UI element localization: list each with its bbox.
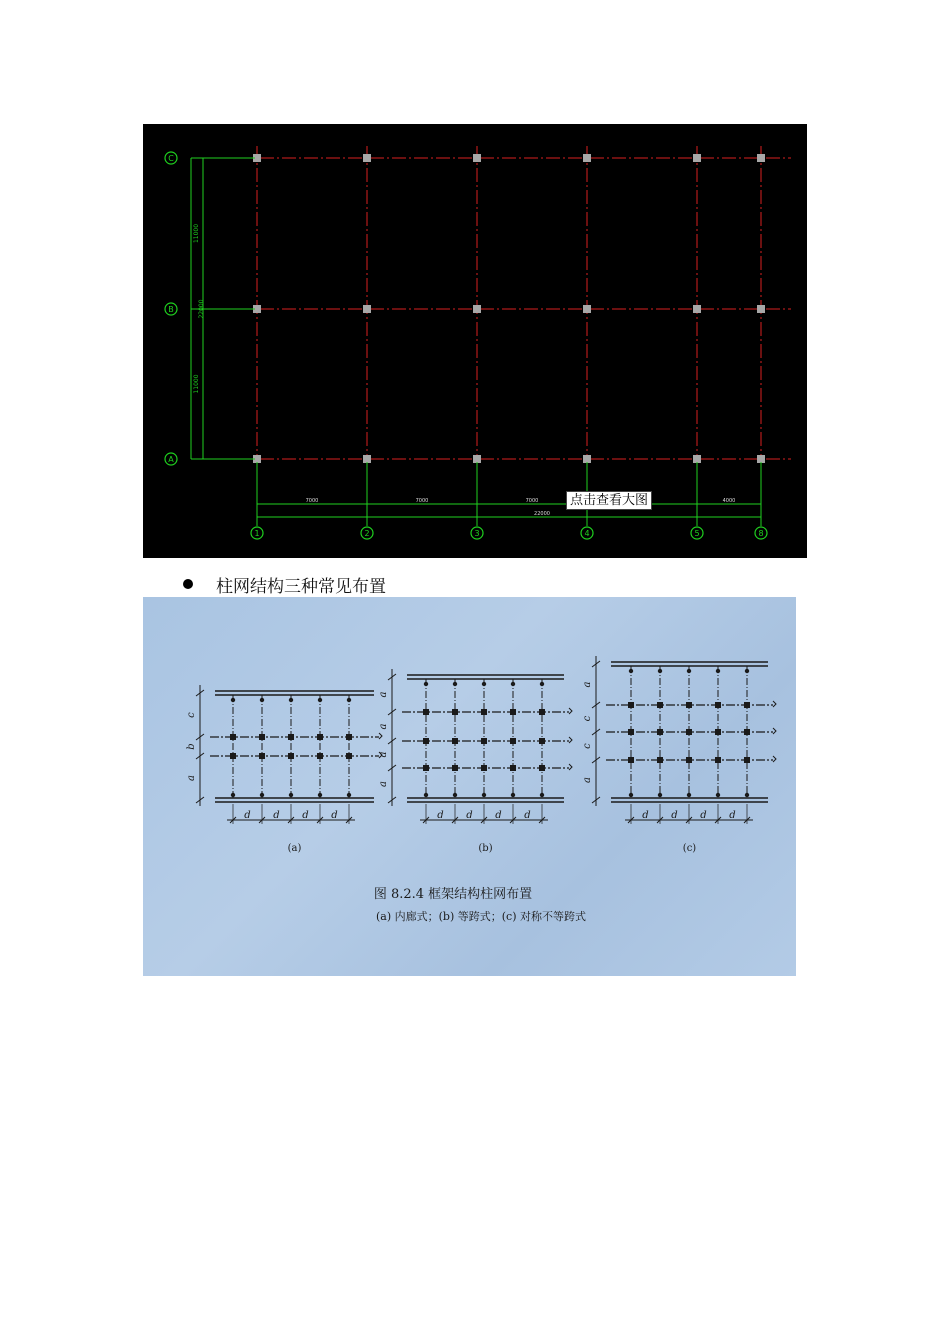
edge-column xyxy=(289,698,293,702)
bottom-dim-label: d xyxy=(700,810,707,821)
panel-label: (c) xyxy=(682,843,697,854)
edge-column xyxy=(629,669,633,673)
column-mark xyxy=(230,753,236,759)
edge-column xyxy=(716,669,720,673)
bottom-dim-label: d xyxy=(495,810,502,821)
column-mark xyxy=(423,709,429,715)
column-marker xyxy=(757,455,765,463)
bottom-dim-label: d xyxy=(671,810,678,821)
left-dim-label: a xyxy=(378,723,389,730)
column-marker xyxy=(363,154,371,162)
edge-column xyxy=(453,682,457,686)
break-mark xyxy=(379,733,382,739)
column-marker xyxy=(363,455,371,463)
left-dim-label: a xyxy=(582,681,593,688)
bottom-dim-label: d xyxy=(273,810,280,821)
column-axis-label: 8 xyxy=(758,529,764,538)
row-axis-label: C xyxy=(168,154,174,163)
left-dim-label: c xyxy=(186,712,197,718)
column-mark xyxy=(628,729,634,735)
row-axis-label: A xyxy=(168,455,174,464)
column-marker xyxy=(363,305,371,313)
horizontal-dim-label: 7000 xyxy=(415,498,429,504)
bullet-dot-icon xyxy=(183,579,193,589)
bullet-item xyxy=(183,573,386,595)
column-mark xyxy=(744,702,750,708)
column-marker xyxy=(583,455,591,463)
vertical-dim-label: 11000 xyxy=(193,223,200,244)
edge-column xyxy=(658,669,662,673)
edge-column xyxy=(540,682,544,686)
column-mark xyxy=(230,734,236,740)
figure-subcaption: (a) 内廊式；(b) 等跨式；(c) 对称不等跨式 xyxy=(376,910,586,923)
column-axis-label: 1 xyxy=(254,529,260,538)
horizontal-dim-label: 7000 xyxy=(305,498,319,504)
edge-column xyxy=(540,793,544,797)
column-mark xyxy=(317,753,323,759)
edge-column xyxy=(687,793,691,797)
bottom-dim-label: d xyxy=(331,810,338,821)
column-mark xyxy=(715,729,721,735)
column-marker xyxy=(583,305,591,313)
bottom-dim-label: d xyxy=(466,810,473,821)
bottom-dim-label: d xyxy=(302,810,309,821)
view-large-image-tooltip[interactable]: 点击查看大图 xyxy=(566,491,652,510)
column-mark xyxy=(657,702,663,708)
figure-caption: 图 8.2.4 框架结构柱网布置 xyxy=(373,887,533,902)
panel-c xyxy=(582,656,776,854)
edge-column xyxy=(318,793,322,797)
column-mark xyxy=(346,734,352,740)
break-mark xyxy=(569,764,572,770)
left-dim-label: a xyxy=(582,777,593,783)
break-mark xyxy=(773,756,776,762)
left-dim-label: c xyxy=(582,743,593,749)
frame-grid-figure-image xyxy=(143,597,796,976)
edge-column xyxy=(231,698,235,702)
vertical-total-label: 22000 xyxy=(198,299,205,319)
edge-column xyxy=(511,793,515,797)
column-mark xyxy=(481,738,487,744)
bottom-dim-label: d xyxy=(642,810,649,821)
column-mark xyxy=(686,729,692,735)
horizontal-dim-label: 7000 xyxy=(525,498,539,504)
column-marker xyxy=(473,154,481,162)
left-dim-label: a xyxy=(378,691,389,698)
left-dim-label: a xyxy=(186,775,197,781)
column-mark xyxy=(288,753,294,759)
bullet-text: 柱网结构三种常见布置 xyxy=(216,576,386,597)
edge-column xyxy=(687,669,691,673)
column-axis-label: 4 xyxy=(584,529,590,538)
break-mark xyxy=(773,728,776,734)
break-mark xyxy=(773,701,776,707)
edge-column xyxy=(424,682,428,686)
row-axis-label: B xyxy=(168,305,174,314)
horizontal-dim-label: 4000 xyxy=(722,498,736,504)
column-mark xyxy=(657,757,663,763)
column-mark xyxy=(317,734,323,740)
column-mark xyxy=(452,738,458,744)
column-mark xyxy=(510,765,516,771)
column-mark xyxy=(423,765,429,771)
edge-column xyxy=(629,793,633,797)
column-mark xyxy=(686,757,692,763)
edge-column xyxy=(482,682,486,686)
bottom-dim-label: d xyxy=(524,810,531,821)
left-dim-label: c xyxy=(582,715,593,722)
column-mark xyxy=(259,753,265,759)
bottom-dim-label: d xyxy=(437,810,444,821)
edge-column xyxy=(289,793,293,797)
edge-column xyxy=(318,698,322,702)
column-mark xyxy=(539,709,545,715)
left-dim-label: b xyxy=(186,743,197,750)
cad-grid-drawing xyxy=(143,124,807,558)
column-mark xyxy=(288,734,294,740)
column-marker xyxy=(473,455,481,463)
column-mark xyxy=(744,757,750,763)
column-mark xyxy=(259,734,265,740)
edge-column xyxy=(482,793,486,797)
column-mark xyxy=(628,757,634,763)
edge-column xyxy=(424,793,428,797)
column-mark xyxy=(628,702,634,708)
column-mark xyxy=(539,738,545,744)
bottom-dim-label: d xyxy=(244,810,251,821)
panel-b xyxy=(378,669,572,854)
column-mark xyxy=(481,709,487,715)
column-axis-label: 2 xyxy=(364,529,370,538)
column-mark xyxy=(481,765,487,771)
column-mark xyxy=(510,709,516,715)
column-mark xyxy=(715,757,721,763)
edge-column xyxy=(511,682,515,686)
column-marker xyxy=(693,305,701,313)
column-marker xyxy=(473,305,481,313)
panel-a xyxy=(186,685,382,854)
column-mark xyxy=(686,702,692,708)
column-axis-label: 5 xyxy=(694,529,700,538)
panel-label: (b) xyxy=(478,843,493,854)
edge-column xyxy=(260,793,264,797)
column-marker xyxy=(757,154,765,162)
edge-column xyxy=(260,698,264,702)
column-mark xyxy=(452,765,458,771)
edge-column xyxy=(658,793,662,797)
column-mark xyxy=(744,729,750,735)
bottom-dim-label: d xyxy=(729,810,736,821)
column-marker xyxy=(583,154,591,162)
edge-column xyxy=(745,669,749,673)
column-marker xyxy=(693,455,701,463)
break-mark xyxy=(569,708,572,714)
column-mark xyxy=(657,729,663,735)
column-mark xyxy=(539,765,545,771)
edge-column xyxy=(347,793,351,797)
column-mark xyxy=(346,753,352,759)
column-axis-label: 3 xyxy=(474,529,480,538)
column-mark xyxy=(510,738,516,744)
break-mark xyxy=(569,737,572,743)
cad-column-grid-image[interactable] xyxy=(143,124,807,558)
vertical-dim-label: 11000 xyxy=(193,374,200,394)
edge-column xyxy=(745,793,749,797)
frame-grid-figure xyxy=(143,597,796,976)
column-mark xyxy=(452,709,458,715)
panel-label: (a) xyxy=(287,843,302,854)
edge-column xyxy=(716,793,720,797)
edge-column xyxy=(453,793,457,797)
left-dim-label: a xyxy=(378,781,389,787)
edge-column xyxy=(347,698,351,702)
column-mark xyxy=(423,738,429,744)
horizontal-total-label: 22000 xyxy=(534,511,550,517)
column-mark xyxy=(715,702,721,708)
column-marker xyxy=(693,154,701,162)
column-marker xyxy=(757,305,765,313)
left-dim-label: a xyxy=(378,751,389,758)
edge-column xyxy=(231,793,235,797)
